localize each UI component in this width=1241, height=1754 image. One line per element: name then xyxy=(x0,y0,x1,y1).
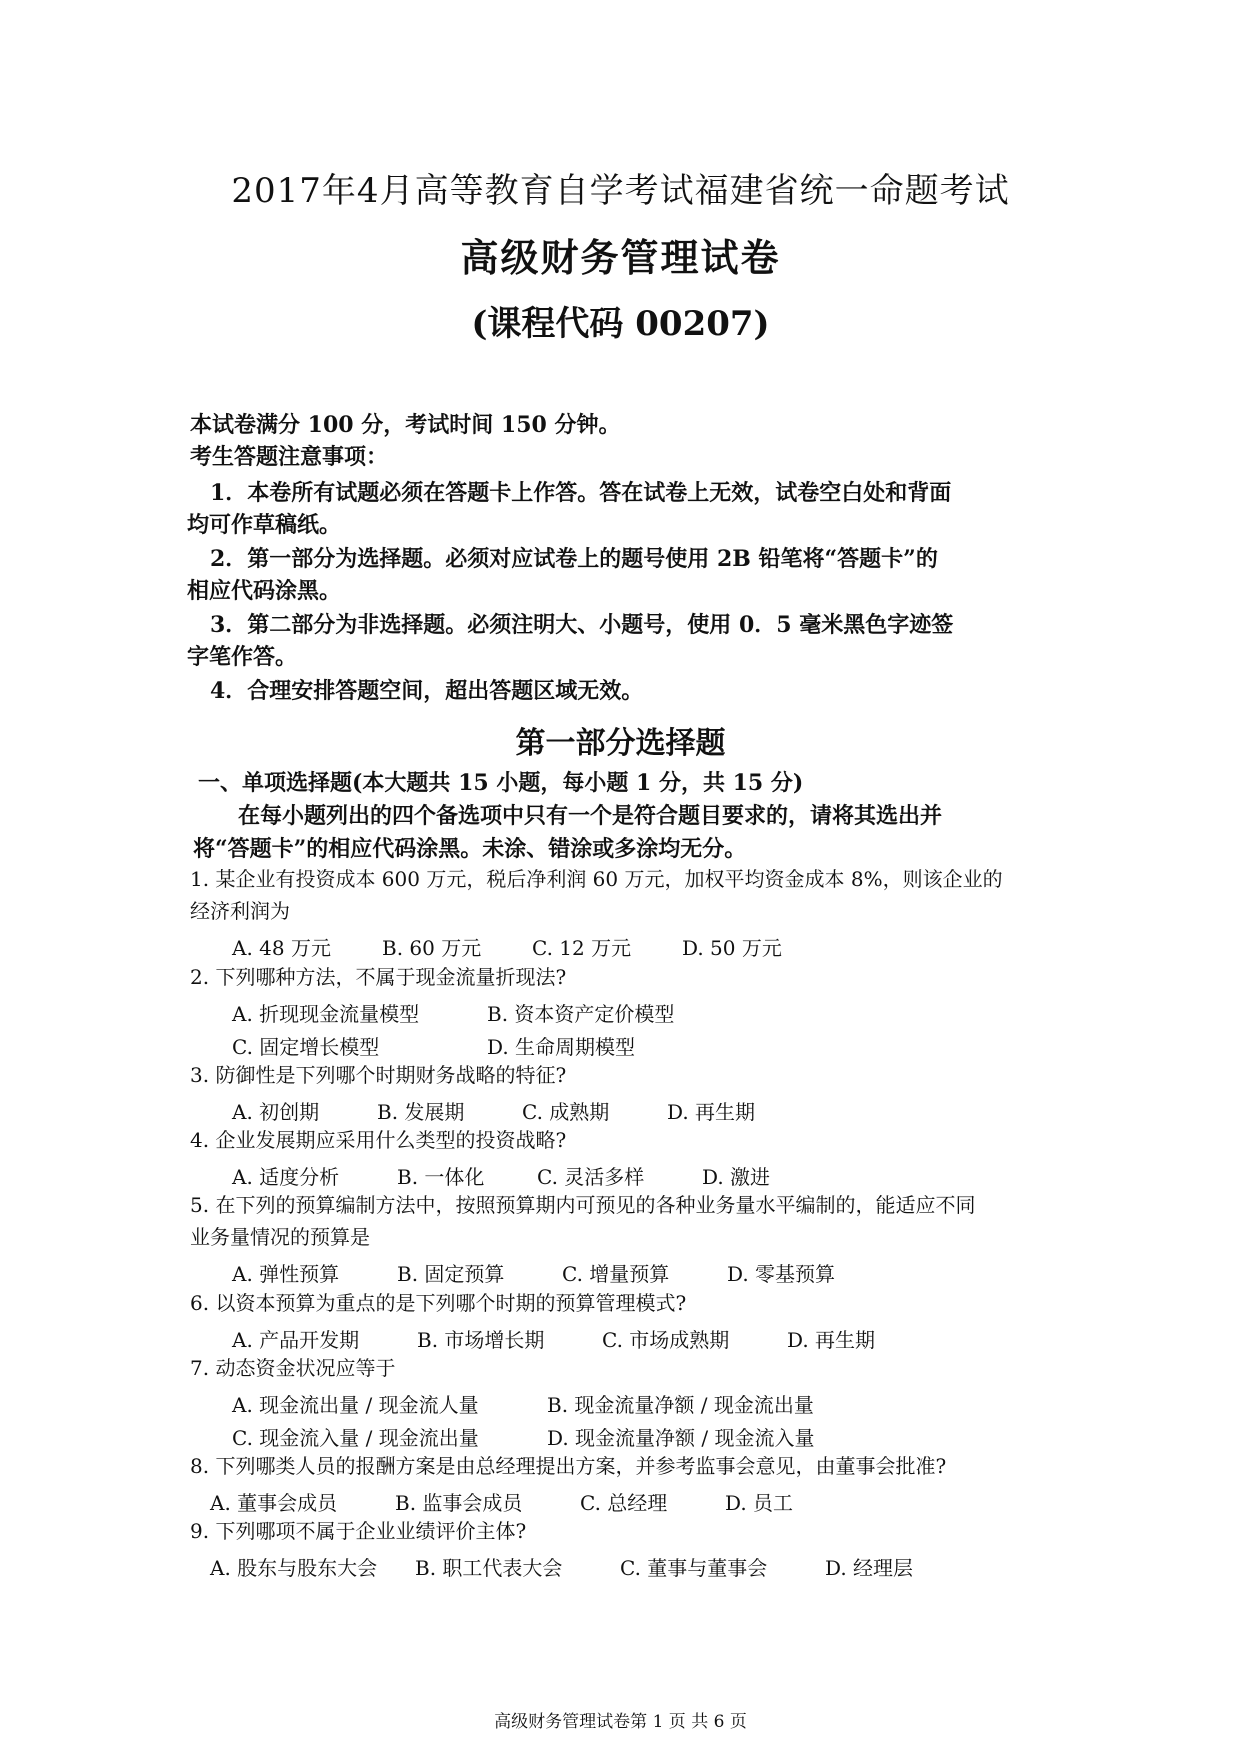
question-2-stem: 2. 下列哪种方法，不属于现金流量折现法? xyxy=(190,965,567,989)
option-a: A. 弹性预算 xyxy=(232,1262,340,1286)
option-a: A. 现金流出量 / 现金流人量 xyxy=(232,1393,479,1417)
option-d: D. 激进 xyxy=(702,1165,771,1189)
question-8 xyxy=(190,1450,946,1482)
notice-item-1 xyxy=(187,477,1090,541)
question-4-stem: 4. 企业发展期应采用什么类型的投资战略? xyxy=(190,1128,567,1152)
option-b: B. 发展期 xyxy=(377,1100,465,1124)
option-b: B. 固定预算 xyxy=(397,1262,505,1286)
option-b: B. 职工代表大会 xyxy=(415,1556,563,1580)
option-c: C. 固定增长模型 xyxy=(232,1035,380,1059)
question-9-stem: 9. 下列哪项不属于企业业绩评价主体? xyxy=(190,1519,527,1543)
notice-item-3-line1: 3．第二部分为非选择题。必须注明大、小题号，使用 0．5 毫米黑色字迹签 xyxy=(210,612,954,638)
question-2-options-row2 xyxy=(232,1031,635,1060)
question-3-stem: 3. 防御性是下列哪个时期财务战略的特征? xyxy=(190,1063,567,1087)
score-time-note: 本试卷满分 100 分，考试时间 150 分钟。 xyxy=(190,412,621,438)
question-8-options xyxy=(210,1487,793,1516)
option-d: D. 员工 xyxy=(725,1491,794,1515)
question-7-stem: 7. 动态资金状况应等于 xyxy=(190,1356,396,1380)
question-5-stem: 5. 在下列的预算编制方法中，按照预算期内可预见的各种业务量水平编制的，能适应不同 xyxy=(190,1193,976,1217)
option-d: D. 再生期 xyxy=(787,1328,876,1352)
option-c: C. 总经理 xyxy=(580,1491,668,1515)
question-5-stem-cont: 业务量情况的预算是 xyxy=(190,1225,370,1249)
question-1-stem-cont: 经济利润为 xyxy=(190,899,290,923)
exam-header: 2017年4月高等教育自学考试福建省统一命题考试 xyxy=(231,171,1010,211)
option-d: D. 50 万元 xyxy=(682,936,782,960)
course-code: (课程代码 00207) xyxy=(471,304,770,344)
notice-item-3 xyxy=(187,609,1090,673)
option-c: C. 成熟期 xyxy=(522,1100,610,1124)
question-6-options xyxy=(232,1324,875,1353)
question-3-options xyxy=(232,1096,755,1125)
option-a: A. 产品开发期 xyxy=(232,1328,360,1352)
notice-heading: 考生答题注意事项： xyxy=(190,444,389,470)
notice-item-1-line2: 均可作草稿纸。 xyxy=(187,512,342,538)
option-c: C. 12 万元 xyxy=(532,936,632,960)
option-b: B. 一体化 xyxy=(397,1165,485,1189)
question-5-options xyxy=(232,1258,835,1287)
option-a: A. 初创期 xyxy=(232,1100,320,1124)
notice-item-4 xyxy=(210,675,1090,707)
page-title: 高级财务管理试卷 xyxy=(460,235,781,280)
option-b: B. 市场增长期 xyxy=(417,1328,545,1352)
notice-item-2-line2: 相应代码涂黑。 xyxy=(187,578,342,604)
question-4 xyxy=(190,1124,566,1156)
option-d: D. 零基预算 xyxy=(727,1262,836,1286)
option-c: C. 市场成熟期 xyxy=(602,1328,730,1352)
question-7-options xyxy=(232,1389,814,1418)
question-3 xyxy=(190,1059,566,1091)
question-instructions xyxy=(193,800,1078,866)
instructions-line1: 在每小题列出的四个备选项中只有一个是符合题目要求的，请将其选出并 xyxy=(238,803,943,829)
question-5 xyxy=(190,1189,975,1253)
question-group-header: 一、单项选择题(本大题共 15 小题，每小题 1 分，共 15 分) xyxy=(198,770,804,796)
option-c: C. 增量预算 xyxy=(562,1262,670,1286)
option-a: A. 48 万元 xyxy=(232,936,331,960)
option-a: A. 折现现金流量模型 xyxy=(232,1002,420,1026)
option-c: C. 现金流入量 / 现金流出量 xyxy=(232,1426,479,1450)
question-2 xyxy=(190,961,566,993)
question-4-options xyxy=(232,1161,770,1190)
question-1-stem: 1. 某企业有投资成本 600 万元，税后净利润 60 万元，加权平均资金成本 8%，则该企业的 xyxy=(190,867,1003,891)
notice-item-3-line2: 字笔作答。 xyxy=(187,644,298,670)
question-6-stem: 6. 以资本预算为重点的是下列哪个时期的预算管理模式? xyxy=(190,1291,687,1315)
option-b: B. 60 万元 xyxy=(382,936,482,960)
section-title: 第一部分选择题 xyxy=(515,726,726,761)
option-c: C. 灵活多样 xyxy=(537,1165,645,1189)
option-b: B. 现金流量净额 / 现金流出量 xyxy=(547,1393,814,1417)
question-1 xyxy=(190,863,1003,927)
option-b: B. 资本资产定价模型 xyxy=(487,1002,675,1026)
option-d: D. 再生期 xyxy=(667,1100,756,1124)
question-8-stem: 8. 下列哪类人员的报酬方案是由总经理提出方案，并参考监事会意见，由董事会批准? xyxy=(190,1454,947,1478)
notice-item-1-line1: 1．本卷所有试题必须在答题卡上作答。答在试卷上无效，试卷空白处和背面 xyxy=(210,480,952,506)
question-1-options xyxy=(232,932,782,961)
option-c: C. 董事与董事会 xyxy=(620,1556,768,1580)
page-footer: 高级财务管理试卷第 1 页 共 6 页 xyxy=(494,1712,747,1732)
question-7 xyxy=(190,1352,395,1384)
question-6 xyxy=(190,1287,686,1319)
question-9-options xyxy=(210,1552,913,1581)
option-b: B. 监事会成员 xyxy=(395,1491,523,1515)
option-a: A. 董事会成员 xyxy=(210,1491,338,1515)
option-a: A. 适度分析 xyxy=(232,1165,340,1189)
instructions-line2: 将“答题卡”的相应代码涂黑。未涂、错涂或多涂均无分。 xyxy=(193,836,747,862)
question-2-options xyxy=(232,998,674,1027)
option-d: D. 经理层 xyxy=(825,1556,914,1580)
option-d: D. 生命周期模型 xyxy=(487,1035,636,1059)
notice-item-2 xyxy=(187,543,1090,607)
option-d: D. 现金流量净额 / 现金流入量 xyxy=(547,1426,815,1450)
notice-item-4-line1: 4．合理安排答题空间，超出答题区域无效。 xyxy=(210,678,644,704)
question-9 xyxy=(190,1515,526,1547)
option-a: A. 股东与股东大会 xyxy=(210,1556,378,1580)
question-7-options-row2 xyxy=(232,1422,815,1451)
notice-item-2-line1: 2．第一部分为选择题。必须对应试卷上的题号使用 2B 铅笔将“答题卡”的 xyxy=(210,546,938,572)
